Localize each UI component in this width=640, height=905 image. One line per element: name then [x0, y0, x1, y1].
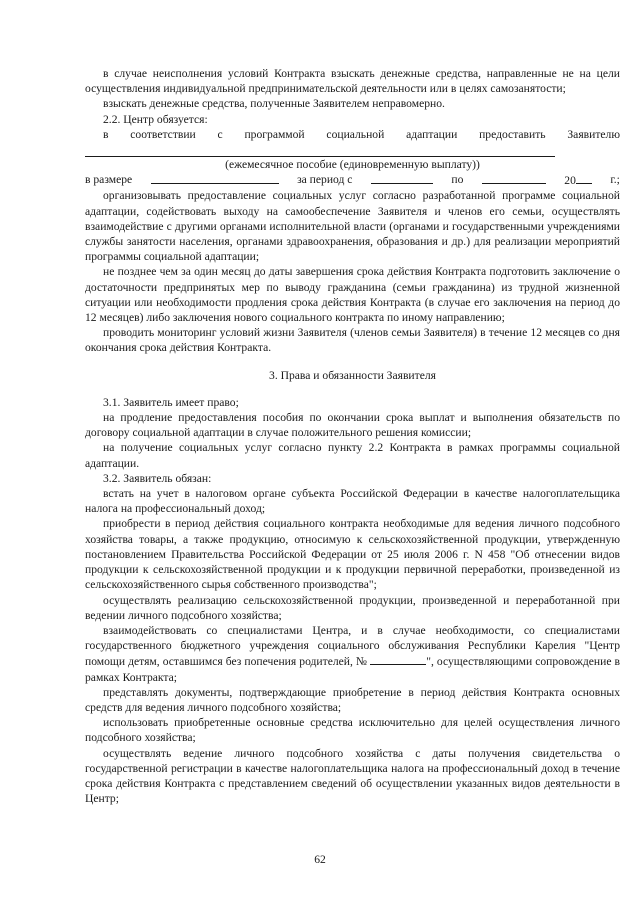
year-blank: [576, 172, 592, 184]
blank-fill-line: [85, 142, 555, 157]
paragraph: проводить мониторинг условий жизни Заявителя (членов семьи Заявителя) в течение 12 месяцев со дня окончания срока действия Контракта.: [85, 326, 620, 355]
interact-paragraph: [85, 623, 620, 685]
to-label: по: [451, 173, 464, 187]
paragraph: в случае неисполнения условий Контракта взыскать денежные средства, направленные не на цели осуществления индивидуальной предпринимательской деятельности или в целях самозанятости;: [85, 67, 620, 96]
period-from-label: за период с: [297, 173, 353, 187]
amount-blank: [151, 172, 279, 184]
paragraph: представлять документы, подтверждающие приобретение в период действия Контракта основных средств для ведения личного подсобного хозяйства;: [85, 685, 620, 714]
year-suffix: г.;: [610, 173, 620, 187]
paragraph: на получение социальных услуг согласно пункту 2.2 Контракта в рамках программы социальной адаптации.: [85, 441, 620, 470]
paragraph: не позднее чем за один месяц до даты завершения срока действия Контракта подготовить заключение о достаточности предпринятых мер по выводу гражданина (семьи гражданина) из трудной жизненной ситуации или необходимости продления срока действия Контракта (в случае его заключения на период до 12 месяцев) либо заключения нового социального контракта по иному направлению;: [85, 265, 620, 325]
paragraph: 3.2. Заявитель обязан:: [103, 471, 212, 485]
paragraph: взыскать денежные средства, полученные Заявителем неправомерно.: [103, 97, 445, 111]
year-label: [564, 172, 592, 188]
paragraph: использовать приобретенные основные средства исключительно для целей осуществления личного подсобного хозяйства;: [85, 716, 620, 745]
interact-text-before: взаимодействовать со специалистами Центра, и в случае необходимости, со специалистами государственного бюджетного учреждения социального обслуживания Республики Карелия "Центр помощи детям, оставшимся без попечения родителей, №: [85, 623, 620, 669]
provide-line: в соответствии с программой социальной адаптации предоставить Заявителю: [103, 127, 620, 141]
paragraph: осуществлять ведение личного подсобного хозяйства с даты получения свидетельства о государственной регистрации в качестве налогоплательщика налога на профессиональный доход в течение срока действия Контракта с представлением сведений об осуществлении указанных видов деятельности в Центр;: [85, 746, 620, 806]
document-body: [85, 66, 620, 806]
amount-row: [85, 172, 620, 188]
paragraph: приобрести в период действия социального контракта необходимые для ведения личного подсобного хозяйства товары, а также продукцию, относимую к сельскохозяйственной продукции, утвержденную постановлением Правительства Российской Федерации от 25 июля 2006 г. N 458 "Об отнесении видов продукции к сельскохозяйственной продукции и к продукции первичной переработки, произведенной из сельскохозяйственного сырья собственного производства";: [85, 517, 620, 592]
page-number: 62: [314, 853, 326, 866]
paragraph: встать на учет в налоговом органе субъекта Российской Федерации в качестве налогоплательщика налога на профессиональный доход;: [85, 487, 620, 516]
paragraph: 2.2. Центр обязуется:: [103, 112, 208, 126]
paragraph: 3.1. Заявитель имеет право;: [103, 395, 239, 409]
year-prefix: 20: [564, 174, 576, 188]
center-number-blank: [370, 653, 426, 665]
paragraph: осуществлять реализацию сельскохозяйственной продукции, произведенной и переработанной при ведении личного подсобного хозяйства;: [85, 593, 620, 622]
interact-text-after: ", осуществляющими сопровождение в рамках Контракта;: [85, 655, 620, 684]
in-amount-label: в размере: [85, 173, 133, 187]
paragraph: организовывать предоставление социальных услуг согласно разработанной программе социальной адаптации, содействовать выходу на самообеспечение Заявителя и членов его семьи, осуществлять взаимодействие с другими органами исполнительной власти (органами и государственными учреждениями службы занятости населения, органами здравоохранения, образования и др.) для реализации мероприятий программы социальной адаптации;: [85, 189, 620, 264]
date-to-blank: [482, 172, 546, 184]
paragraph: на продление предоставления пособия по окончании срока выплат и выполнения обязательств по договору социальной адаптации в случае положительного решения комиссии;: [85, 411, 620, 440]
section-heading: 3. Права и обязанности Заявителя: [269, 368, 436, 382]
benefit-options-note: (ежемесячное пособие (единовременную выплату)): [225, 158, 480, 172]
date-from-blank: [371, 172, 433, 184]
